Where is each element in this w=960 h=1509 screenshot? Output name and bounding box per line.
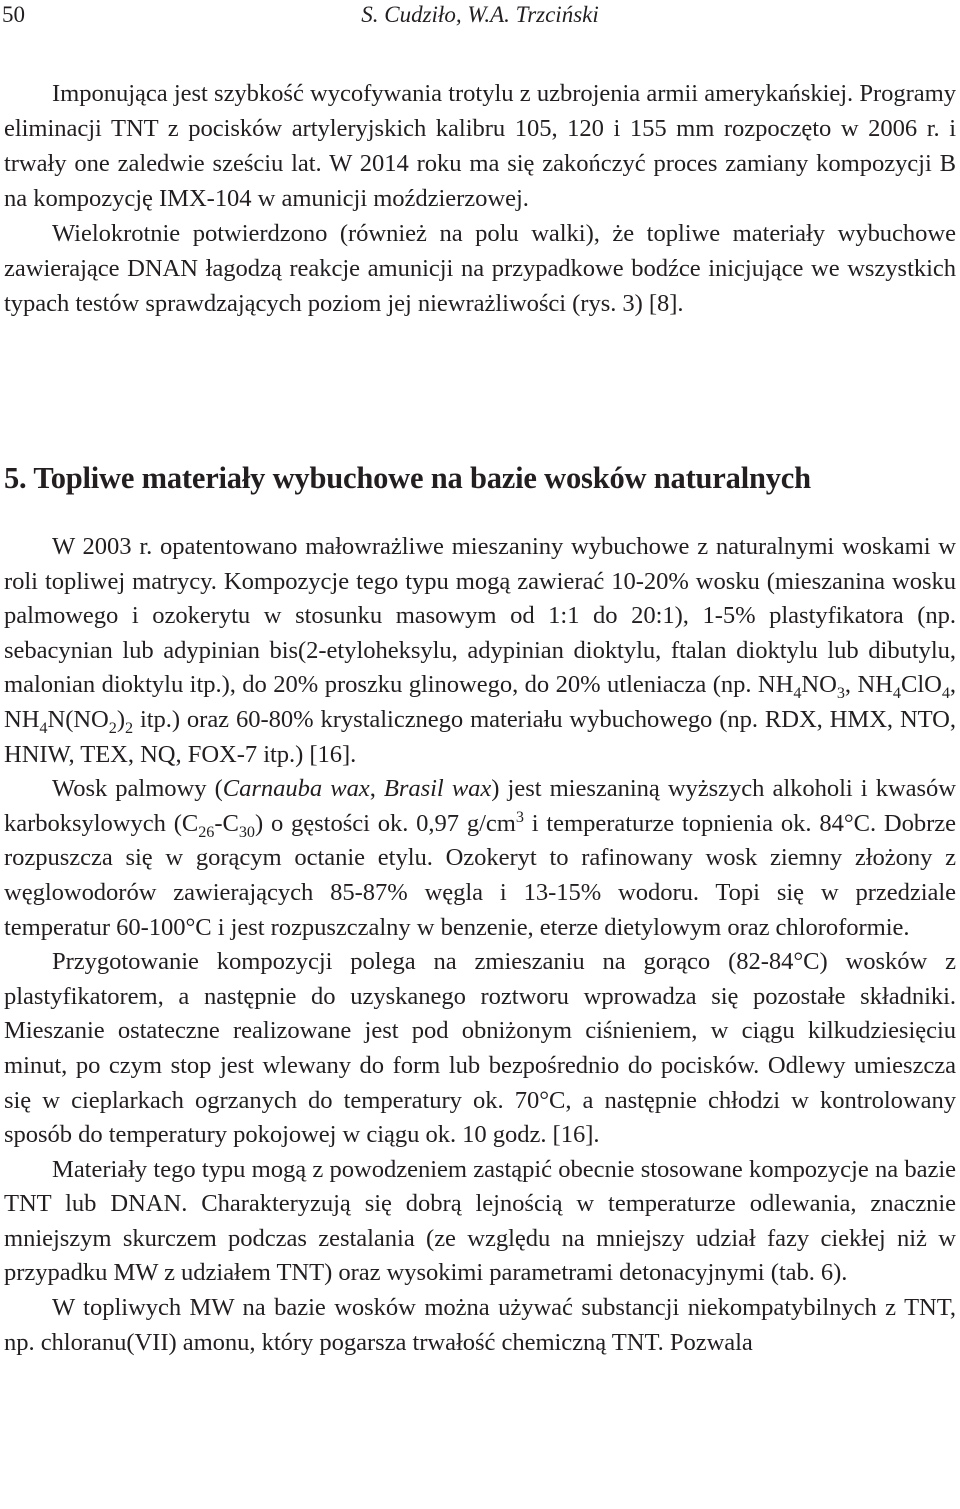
paragraph: W topliwych MW na bazie wosków można używać substancji niekompatybilnych z TNT, np. chloranu(VII) amonu, który pogarsza trwałość chemiczną TNT. Pozwala	[4, 1294, 956, 1356]
text-block-top	[4, 76, 956, 321]
paragraph: Materiały tego typu mogą z powodzeniem zastąpić obecnie stosowane kompozycje na bazie TNT lub DNAN. Charakteryzują się dobrą lejnością w temperaturze odlewania, znacznie mniejszym skurczem podczas zestalania (ze względu na mniejszy udział fazy ciekłej niż w przypadku MW z udziałem TNT) oraz wysokimi parametrami detonacyjnymi (tab. 6).	[4, 1155, 956, 1287]
running-head-authors: S. Cudziło, W.A. Trzciński	[361, 2, 599, 27]
text-block-section	[4, 530, 956, 1360]
paragraph: Imponująca jest szybkość wycofywania trotylu z uzbrojenia armii amerykańskiej. Programy eliminacji TNT z pocisków artyleryjskich kalibru 105, 120 i 155 mm rozpoczęto w 2006 r. i trwały one zaledwie sześciu lat. W 2014 roku ma się zakończyć proces zamiany kompozycji B na kompozycję IMX-104 w amunicji moździerzowej.	[4, 80, 956, 212]
paragraph: Przygotowanie kompozycji polega na zmieszaniu na gorąco (82-84°C) wosków z plastyfikatorem, a następnie do uzyskanego roztworu wprowadza się pozostałe składniki. Mieszanie ostateczne realizowane jest pod obniżonym ciśnieniem, w ciągu kilkudziesięciu minut, po czym stop jest wlewany do form lub bezpośrednio do pocisków. Odlewy umieszcza się w cieplarkach ogrzanych do temperatury ok. 70°C, a następnie chłodzi w kontrolowany sposób do temperatury pokojowej w ciągu ok. 10 godz. [16].	[4, 948, 956, 1149]
page-number: 50	[2, 2, 25, 27]
section-heading: 5. Topliwe materiały wybuchowe na bazie wosków naturalnych	[4, 461, 811, 495]
page-header	[0, 0, 960, 34]
paragraph-waxes: Wosk palmowy (Carnauba wax, Brasil wax) jest mieszaniną wyższych alkoholi i kwasów karboksylowych $(C_{26}-C_{30})$ o gęstości ok. 0,97 $g/cm^3$ i temperaturze topnienia ok. 84°C. Dobrze rozpuszcza się w gorącym octanie etylu. Ozokeryt to rafinowany wosk ziemny złożony z węglowodorów zawierających 85-87% węgla i 13-15% wodoru. Topi się w przedziale temperatur 60-100°C i jest rozpuszczalny w benzenie, eterze dietylowym oraz chloroformie.	[4, 775, 956, 941]
paragraph: Wielokrotnie potwierdzono (również na polu walki), że topliwe materiały wybuchowe zawierające DNAN łagodzą reakcje amunicji na przypadkowe bodźce inicjujące we wszystkich typach testów sprawdzających poziom jej niewrażliwości (rys. 3) [8].	[4, 220, 956, 317]
paragraph-composition: W 2003 r. opatentowano małowrażliwe mieszaniny wybuchowe z naturalnymi woskami w roli topliwej matrycy. Kompozycje tego typu mogą zawierać 10-20% wosku (mieszanina wosku palmowego i ozokerytu w stosunku masowym od 1:1 do 20:1), 1-5% plastyfikatora (np. sebacynian lub adypinian bis(2-etyloheksylu, adypinian dioktylu, ftalan dioktylu lub dibutylu, malonian dioktylu itp.), do 20% proszku glinowego, do 20% utleniacza (np. $NH_4NO_3$, $NH_4ClO_4$, $NH_4N(NO_2)_2$ itp.) oraz 60-80% krystalicznego materiału wybuchowego (np. RDX, HMX, NTO, HNIW, TEX, NQ, FOX-7 itp.) [16].	[4, 533, 956, 768]
